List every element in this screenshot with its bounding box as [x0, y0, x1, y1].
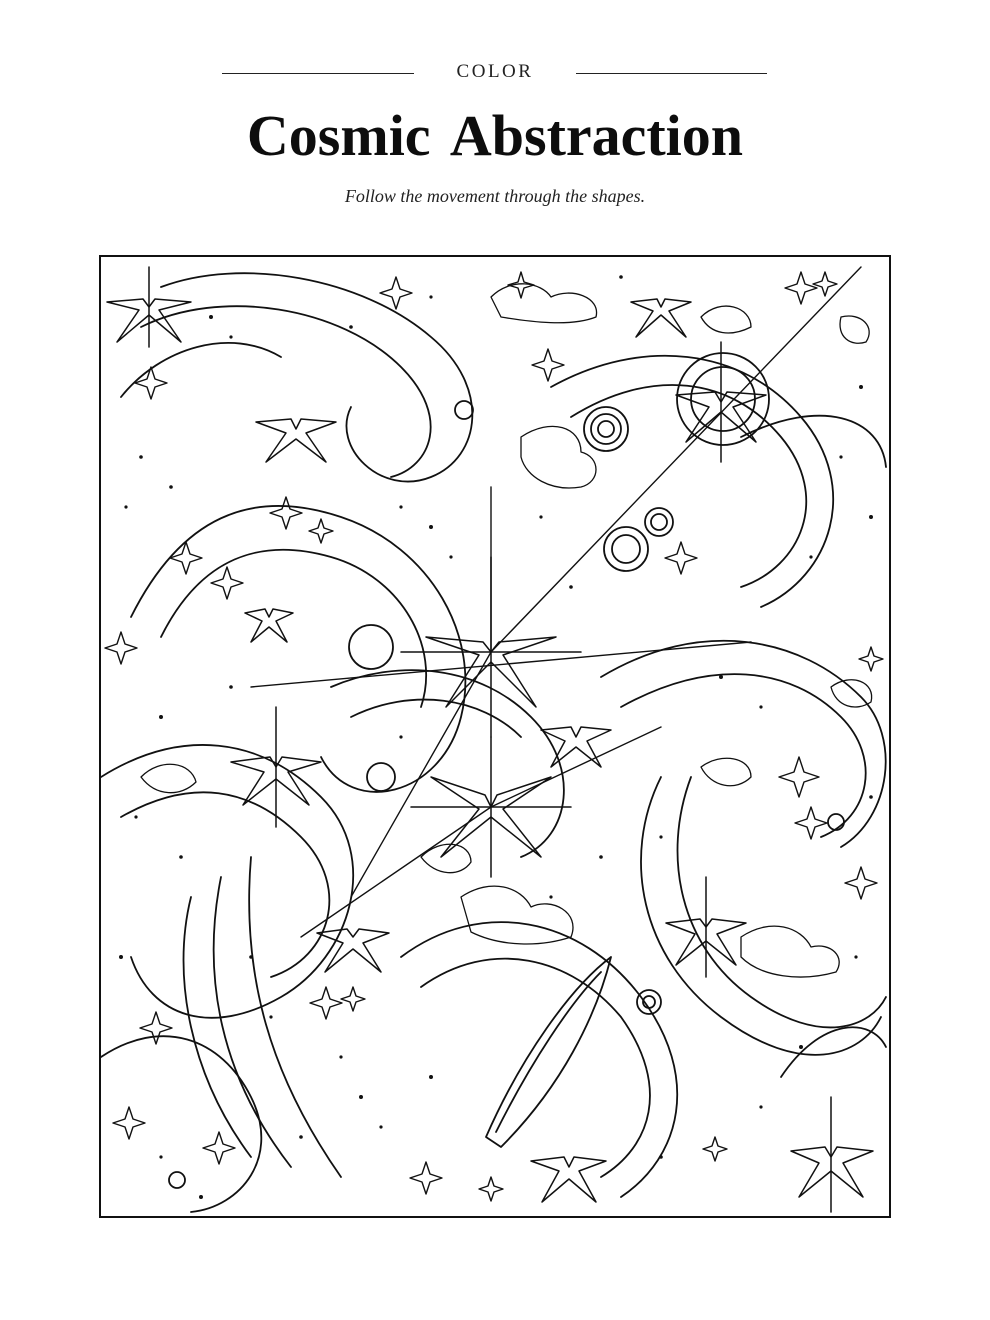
- page-title: Cosmic Abstraction: [246, 103, 744, 168]
- page-subtitle: Follow the movement through the shapes.: [344, 186, 646, 206]
- planets: [169, 353, 844, 1188]
- sparkles: [105, 272, 883, 1201]
- header-rule-right: [576, 73, 767, 74]
- comet-shape: [486, 957, 611, 1147]
- cosmic-line-art: [101, 257, 889, 1216]
- starbursts: [107, 267, 873, 1212]
- swirl-ribbons: [101, 273, 886, 1212]
- eyebrow-label: COLOR: [456, 61, 534, 82]
- coloring-artwork-frame: [99, 255, 891, 1218]
